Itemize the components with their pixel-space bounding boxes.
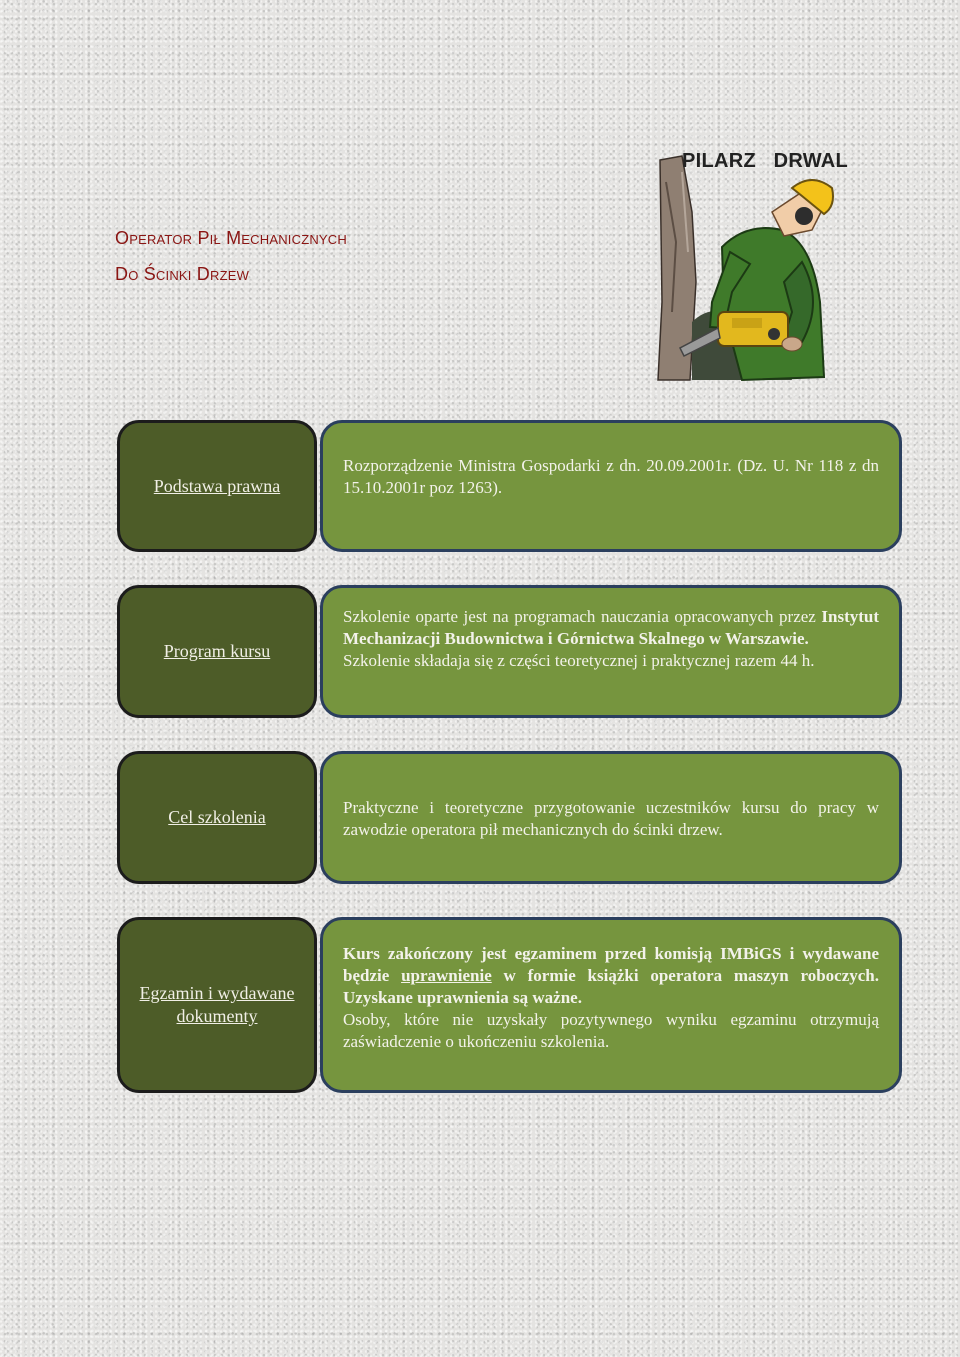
text-podstawa-prawna: Rozporządzenie Ministra Gospodarki z dn. 20.09.2001r. (Dz. U. Nr 118 z dn 15.10.2001r poz 1263). [343,456,879,497]
content-box-podstawa-prawna [320,420,902,552]
label-box-cel-szkolenia [117,751,317,884]
content-box-cel-szkolenia [320,751,902,884]
lumberjack-with-chainsaw-icon [652,152,842,382]
label-podstawa-prawna: Podstawa prawna [153,475,281,496]
text-program-kursu-line1: Szkolenie oparte jest na programach nauczania opracowanych przez [343,607,816,626]
content-box-program-kursu [320,585,902,718]
text-cel-szkolenia: Praktyczne i teoretyczne przygotowanie uczestników kursu do pracy w zawodzie operatora pił mechanicznych do ścinki drzew. [343,798,879,839]
text-egzamin-bold [343,943,879,1009]
text-program-kursu [343,606,879,650]
label-box-program-kursu [117,585,317,718]
text-egzamin-uprawnienie: uprawnienie [401,966,492,985]
label-egzamin: Egzamin i wydawane dokumenty [139,983,295,1026]
text-egzamin-bold-a: Kurs zakończony jest egzaminem przed komisją IMBiGS i wydawane będzie [343,944,879,985]
label-box-egzamin [117,917,317,1093]
course-title-line2: Do Ścinki Drzew [115,264,250,284]
text-egzamin-bold-b: w formie książki operatora maszyn roboczych. Uzyskane uprawnienia są ważne. [343,966,879,1007]
course-title-line1: Operator Pił Mechanicznych [115,228,347,248]
content-box-egzamin [320,917,902,1093]
label-program-kursu: Program kursu [163,641,271,661]
label-box-podstawa-prawna [117,420,317,552]
text-program-kursu-institute: Instytut Mechanizacji Budownictwa i Górnictwa Skalnego w Warszawie. [343,607,880,648]
text-egzamin-normal: Osoby, które nie uzyskały pozytywnego wyniku egzaminu otrzymują zaświadczenie o ukończeniu szkolenia. [343,1010,879,1051]
header-title: PILARZ DRWAL [682,150,849,172]
text-program-kursu-hours: Szkolenie składaja się z części teoretycznej i praktycznej razem 44 h. [343,651,815,670]
label-cel-szkolenia: Cel szkolenia [168,807,266,827]
